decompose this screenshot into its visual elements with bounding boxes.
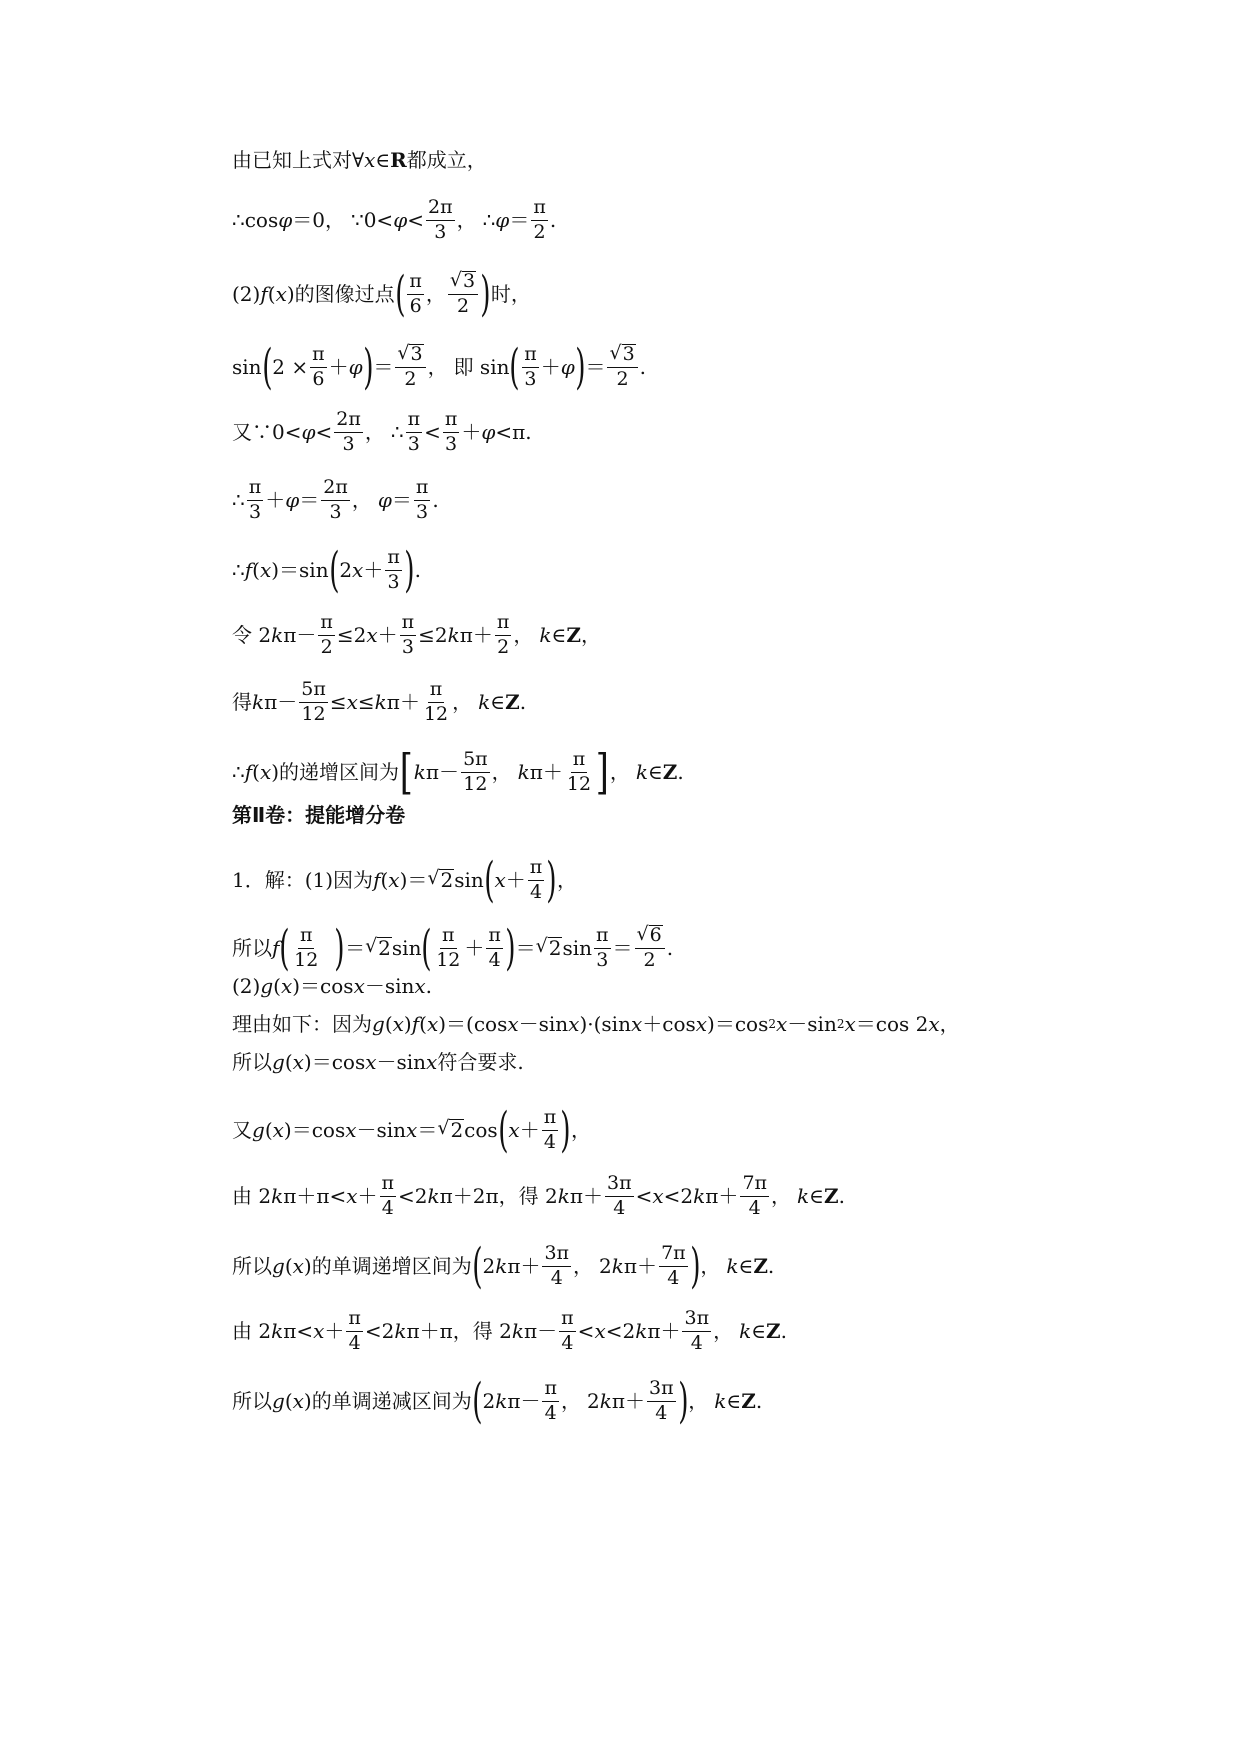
line-16: 又 g ( x )＝cos x －sin x ＝ √ 2 cos ( x ＋ $\frac{\pi}{4}$ ) ， (232, 1102, 591, 1158)
line-4: sin ( 2 × $\frac{\pi}{6}$ ＋ φ ) ＝ √ 3 2 ， 即 sin ( $\frac{\pi}{3}$ ＋ φ ) ＝ √ 3 2 . (232, 339, 647, 395)
line-11: 1．解：(1)因为 f ( x )＝ √ 2 sin ( x ＋ $\frac{\pi}{4}$ ) ， (232, 852, 578, 908)
line-19: 由 2 k π< x ＋ $\frac{\pi}{4}$ <2 k π＋π，得 2 k π－ $\frac{\pi}{4}$ < x <2 k π＋ $\frac{3\pi}{4}$ ， k ∈ Z . (232, 1307, 787, 1354)
line-1: 由已知上式对∀ x ∈ R 都成立， (232, 148, 487, 172)
line-2: ∴cos φ ＝0， ∵0< φ < $\frac{2\pi}{3}$ ， ∴ φ ＝ $\frac{\pi}{2}$ . (232, 196, 557, 243)
line-15: 所以 g ( x )＝cos x －sin x 符合要求. (232, 1050, 524, 1074)
line-7: ∴ f ( x )＝sin ( 2 x ＋ $\frac{\pi}{3}$ ) . (232, 542, 421, 598)
line-12: 所以 f ( $\frac{\pi}{12}$ ) ＝ √ 2 sin ( $\frac{\pi}{12}$ ＋ $\frac{\pi}{4}$ ) ＝ √ 2 sin $\frac{\pi}{3}$ ＝ √ 6 2 . (232, 920, 674, 976)
line-14: 理由如下：因为 g ( x ) f ( x )＝(cos x －sin x )·(sin x ＋cos x )＝cos 2 x －sin 2 x ＝cos 2 x ， (232, 1012, 960, 1036)
line-13: (2) g ( x )＝cos x －sin x . (232, 974, 433, 998)
line-3: (2) f ( x )的图像过点 ( $\frac{\pi}{6}$ ， √ 3 2 ) 时， (232, 266, 531, 322)
line-8: 令 2 k π－ $\frac{\pi}{2}$ ≤2 x ＋ $\frac{\pi}{3}$ ≤2 k π＋ $\frac{\pi}{2}$ ， k ∈ Z ， (232, 611, 601, 658)
line-20: 所以 g ( x )的单调递减区间为 ( 2 k π－ $\frac{\pi}{4}$ ， 2 k π＋ $\frac{3\pi}{4}$ ) ， k ∈ Z . (232, 1373, 763, 1429)
line-17: 由 2 k π＋π< x ＋ $\frac{\pi}{4}$ <2 k π＋2π，得 2 k π＋ $\frac{3\pi}{4}$ < x <2 k π＋ $\frac{7\pi}{4}$ ， k ∈ Z . (232, 1172, 845, 1219)
line-18: 所以 g ( x )的单调递增区间为 ( 2 k π＋ $\frac{3\pi}{4}$ ， 2 k π＋ $\frac{7\pi}{4}$ ) ， k ∈ Z . (232, 1238, 775, 1294)
line-5: 又∵0< φ < $\frac{2\pi}{3}$ ， ∴ $\frac{\pi}{3}$ < $\frac{\pi}{3}$ ＋ φ <π. (232, 408, 532, 455)
line-6: ∴ $\frac{\pi}{3}$ ＋ φ ＝ $\frac{2\pi}{3}$ ， φ ＝ $\frac{\pi}{3}$ . (232, 476, 439, 523)
line-10: ∴ f ( x )的递增区间为 [ k π－ $\frac{5\pi}{12}$ ， k π＋ $\frac{\pi}{12}$ ] ， k ∈ Z . (232, 744, 684, 800)
line-9: 得 k π－ $\frac{5\pi}{12}$ ≤ x ≤ k π＋ $\frac{\pi}{12}$ ， k ∈ Z . (232, 678, 527, 725)
section-title: 第Ⅱ卷：提能增分卷 (232, 803, 406, 827)
